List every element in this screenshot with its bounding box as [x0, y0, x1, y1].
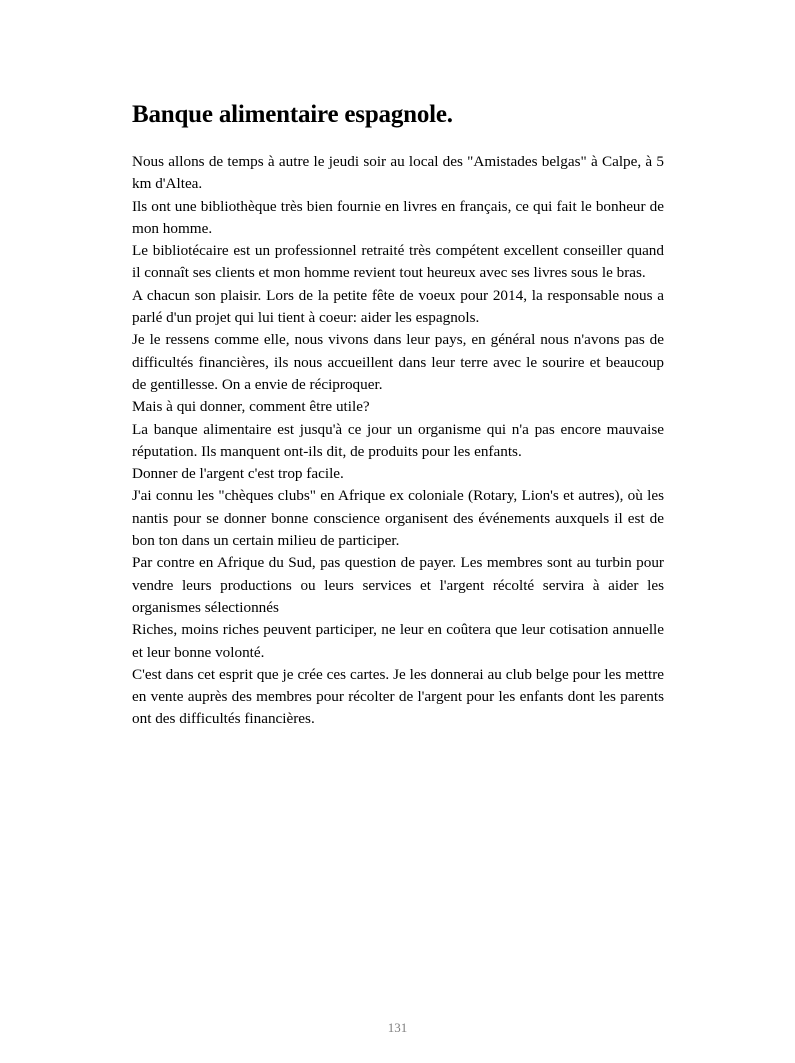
page-title: Banque alimentaire espagnole. [132, 101, 453, 128]
body-text [132, 151, 664, 731]
paragraph-12: C'est dans cet esprit que je crée ces cartes. Je les donnerai au club belge pour les mettre en vente auprès des membres pour récolter de l'argent pour les enfants dont les parents ont des difficultés financières. [132, 665, 664, 728]
paragraph-4: A chacun son plaisir. Lors de la petite fête de voeux pour 2014, la responsable nous a parlé d'un projet qui lui tient à coeur: aider les espagnols. [132, 286, 664, 327]
paragraph-1: Nous allons de temps à autre le jeudi soir au local des "Amistades belgas" à Calpe, à 5 km d'Altea. [132, 153, 664, 193]
paragraph-10: Par contre en Afrique du Sud, pas question de payer. Les membres sont au turbin pour vendre leurs productions ou leurs services et l'argent récolté servira à aider les organismes sélectionnés [132, 554, 664, 616]
paragraph-8: Donner de l'argent c'est trop facile. [132, 465, 344, 483]
paragraph-6: Mais à qui donner, comment être utile? [132, 398, 370, 416]
paragraph-9: J'ai connu les "chèques clubs" en Afrique ex coloniale (Rotary, Lion's et autres), où les nantis pour se donner bonne conscience organisent des événements auxquels il est de bon ton dans un certain milieu de participer. [132, 487, 664, 550]
paragraph-3: Le bibliotécaire est un professionnel retraité très compétent excellent conseiller quand il connaît ses clients et mon homme revient tout heureux avec ses livres sous le bras. [132, 242, 664, 282]
page-number: 131 [387, 1020, 408, 1035]
paragraph-7: La banque alimentaire est jusqu'à ce jour un organisme qui n'a pas encore mauvaise réputation. Ils manquent ont-ils dit, de produits pour les enfants. [132, 420, 664, 460]
paragraph-2: Ils ont une bibliothèque très bien fournie en livres en français, ce qui fait le bonheur de mon homme. [132, 197, 664, 237]
paragraph-5: Je le ressens comme elle, nous vivons dans leur pays, en général nous n'avons pas de difficultés financières, ils nous accueillent dans leur terre avec le sourire et beaucoup de gentillesse. On a envie de réciproquer. [132, 331, 664, 393]
paragraph-11: Riches, moins riches peuvent participer, ne leur en coûtera que leur cotisation annuelle et leur bonne volonté. [132, 621, 664, 661]
